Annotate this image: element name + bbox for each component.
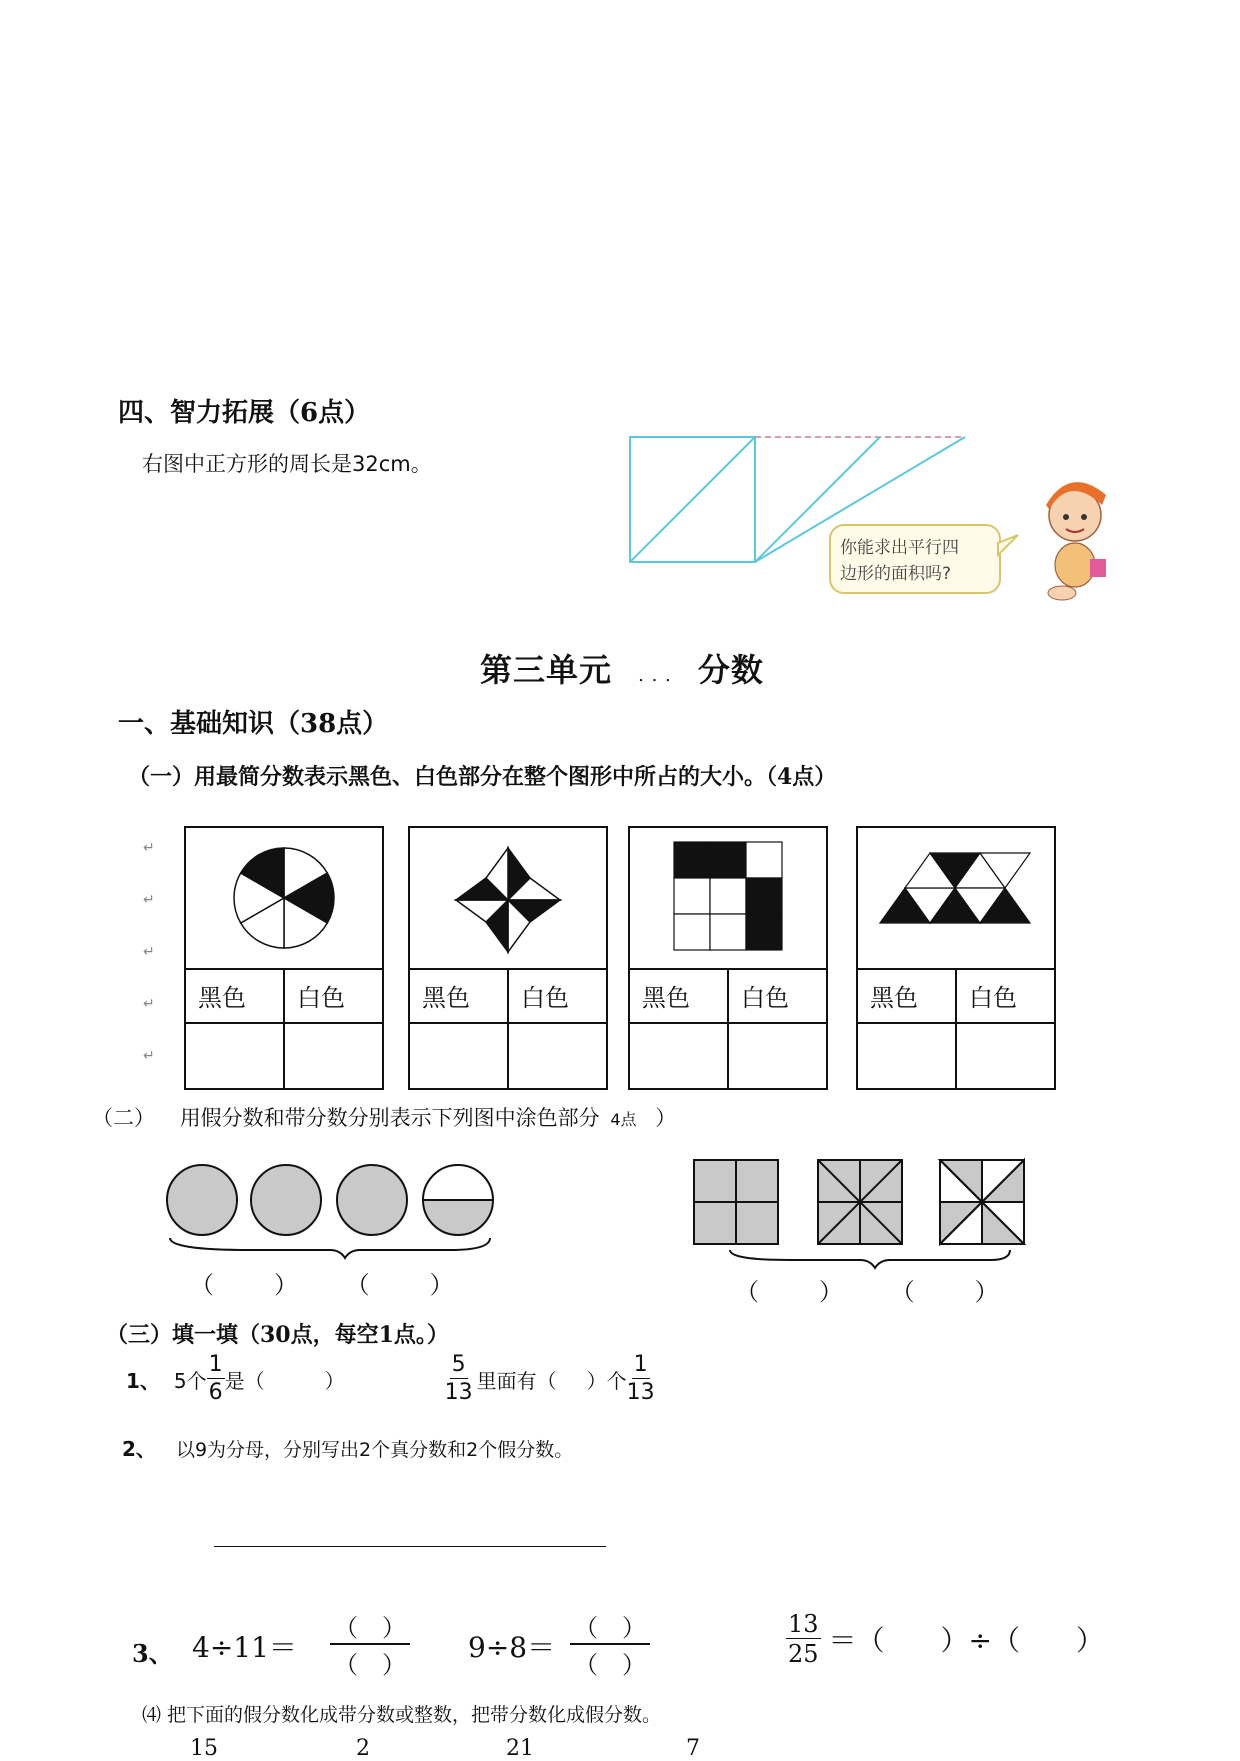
- q4-text: ⑷ 把下面的假分数化成带分数或整数，把带分数化成假分数。: [142, 1704, 662, 1726]
- unit-label: 第三单元: [480, 651, 613, 689]
- white-answer-cell[interactable]: [285, 1022, 382, 1088]
- white-label: 白色: [521, 984, 569, 1012]
- q1: 1、 5个 $\frac{1}{6}$ 是（ ） $\frac{5}{13}$ 里面有（ ）个 $\frac{1}{13}$: [126, 1352, 655, 1405]
- part2-close: ）: [655, 1106, 677, 1130]
- black-label: 黑色: [186, 970, 285, 1022]
- black-label: 黑色: [630, 970, 729, 1022]
- black-answer-cell[interactable]: [630, 1022, 729, 1088]
- white-label: 白色: [969, 984, 1017, 1012]
- circles-figure: [150, 1150, 540, 1270]
- q3-num: 3、: [132, 1639, 173, 1668]
- brace: [170, 1238, 490, 1258]
- panel-grid: [628, 826, 828, 1090]
- part1-title: （一）用最简分数表示黑色、白色部分在整个图形中所占的大小。（4点）: [128, 764, 837, 790]
- bubble-line2: 边形的面积吗?: [840, 564, 952, 584]
- q4-partial-3: 21: [506, 1736, 534, 1761]
- part3-title: （三）填一填（30点，每空1点。）: [106, 1322, 449, 1348]
- bubble-line1: 你能求出平行四: [840, 538, 959, 558]
- part2-line: [92, 1102, 676, 1132]
- q2: 2、 以9为分母，分别写出2个真分数和2个假分数。: [122, 1437, 574, 1461]
- part2-prefix: （二）: [92, 1106, 155, 1130]
- panel-triangles: [856, 826, 1056, 1090]
- squares-figure: [690, 1150, 1060, 1270]
- part2-title: 用假分数和带分数分别表示下列图中涂色部分: [179, 1106, 600, 1130]
- panel-pie: [184, 826, 384, 1090]
- brace: [730, 1250, 1010, 1268]
- section4-text: 右图中正方形的周长是32cm。: [142, 452, 432, 476]
- q3-frac2: （ ） （ ）: [570, 1608, 650, 1680]
- squares-blanks: （ ） （ ）: [735, 1278, 999, 1306]
- part2-points: 4点: [610, 1110, 637, 1129]
- circles-blanks: （ ） （ ）: [190, 1271, 454, 1299]
- basic-title: 一、基础知识（38点）: [118, 709, 389, 739]
- q3-e3: $\frac{13}{25}$ ＝（ ）÷（ ）: [788, 1610, 1105, 1668]
- girl-illustration: [1046, 482, 1106, 600]
- q2-answer-line[interactable]: [214, 1546, 606, 1547]
- q4-partial-1: 15: [190, 1736, 218, 1761]
- black-label: 黑色: [858, 970, 957, 1022]
- white-answer-cell[interactable]: [957, 1022, 1054, 1088]
- q3-frac1: （ ） （ ）: [330, 1608, 410, 1680]
- black-answer-cell[interactable]: [410, 1022, 509, 1088]
- parallelogram-left-side: [630, 437, 755, 562]
- q3-e1: 4÷11＝: [192, 1631, 297, 1664]
- unit-title: [480, 645, 764, 691]
- black-answer-cell[interactable]: [858, 1022, 957, 1088]
- panel-pinwheel: [408, 826, 608, 1090]
- white-answer-cell[interactable]: [729, 1022, 826, 1088]
- white-label: 白色: [741, 984, 789, 1012]
- black-label: 黑色: [410, 970, 509, 1022]
- unit-name: 分数: [697, 651, 764, 689]
- q4-partial-2: 2: [356, 1736, 370, 1761]
- unit-dots: . . .: [638, 665, 672, 686]
- white-answer-cell[interactable]: [509, 1022, 606, 1088]
- q1-num: 1、: [126, 1368, 160, 1393]
- black-answer-cell[interactable]: [186, 1022, 285, 1088]
- q4-partial-4: 7: [686, 1736, 700, 1761]
- q3-e2: 9÷8＝: [468, 1631, 556, 1664]
- section4-title: 四、智力拓展（6点）: [118, 398, 371, 428]
- white-label: 白色: [297, 984, 345, 1012]
